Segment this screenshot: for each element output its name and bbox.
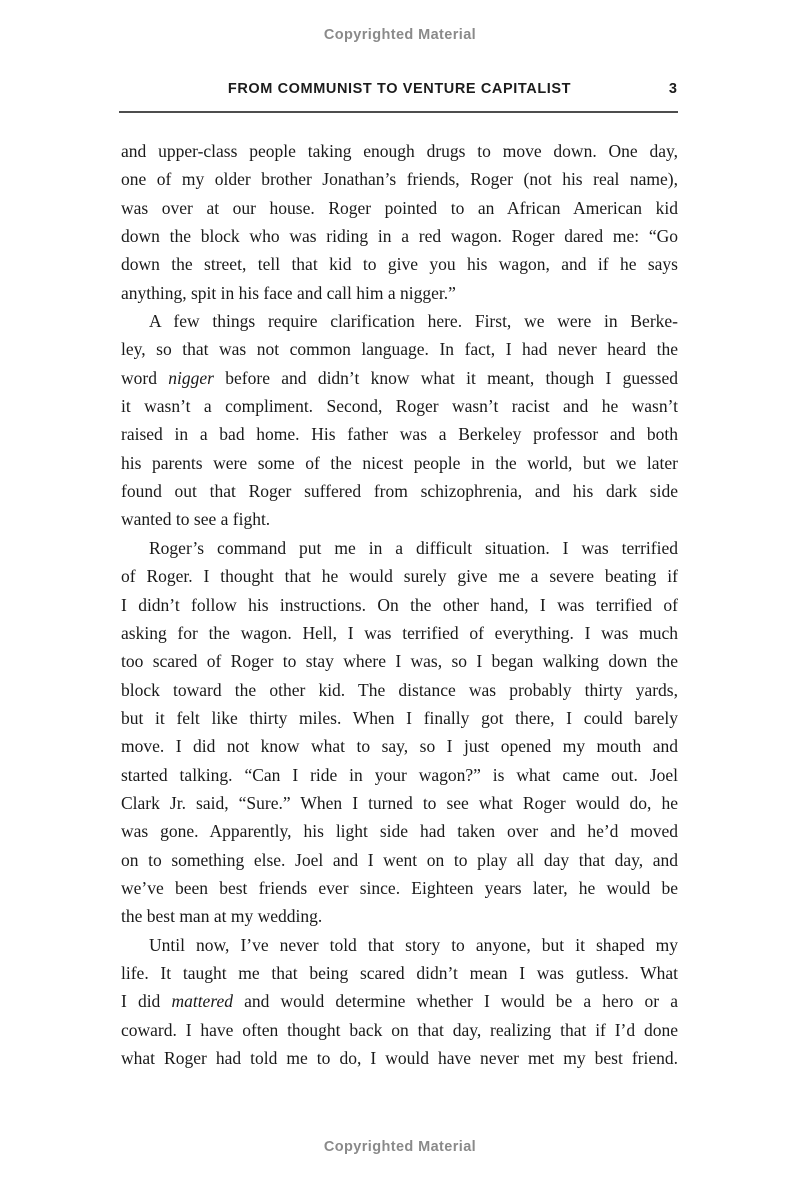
text-line: wanted to see a fight. [121,509,271,530]
text-line: of Roger. I thought that he would surely give me a severe beating if [121,566,678,587]
text-line: move. I did not know what to say, so I just opened my mouth and [121,736,678,757]
copyright-notice-top: Copyrighted Material [323,27,477,43]
paragraph [121,307,678,534]
page-number: 3 [668,81,677,97]
text-line: down the street, tell that kid to give you his wagon, and if he says [121,254,678,275]
text-line: asking for the wagon. Hell, I was terrified of everything. I was much [121,622,678,643]
running-header [121,81,678,97]
text-line: raised in a bad home. His father was a Berkeley professor and both [121,424,678,445]
text-line: but it felt like thirty miles. When I finally got there, I could barely [121,707,678,728]
chapter-title: FROM COMMUNIST TO VENTURE CAPITALIST [227,81,572,97]
text-line: was over at our house. Roger pointed to an African American kid [121,197,678,218]
text-line: I did mattered and would determine whether I would be a hero or a [121,991,678,1012]
italic-text: nigger [168,367,214,388]
body-text [121,137,678,1072]
text-line: and upper-class people taking enough drugs to move down. One day, [121,141,678,161]
text-line: I didn’t follow his instructions. On the other hand, I was terrified of [121,594,678,615]
italic-text: mattered [171,991,233,1012]
text-line: ley, so that was not common language. In fact, I had never heard the [121,339,678,360]
text-line: anything, spit in his face and call him a nigger.” [121,282,456,303]
text-line: found out that Roger suffered from schizophrenia, and his dark side [121,481,678,502]
text-line: one of my older brother Jonathan’s friends, Roger (not his real name), [121,169,678,190]
text-line: Roger’s command put me in a difficult situation. I was terrified [149,537,678,558]
text-line: we’ve been best friends ever since. Eighteen years later, he would be [121,877,678,898]
paragraph [121,931,678,1073]
text-line: A few things require clarification here. First, we were in Berke- [149,311,678,332]
text-line: his parents were some of the nicest people in the world, but we later [121,452,678,473]
text-line: word nigger before and didn’t know what it meant, though I guessed [121,367,678,388]
text-line: too scared of Roger to stay where I was, so I began walking down the [121,651,678,672]
text-line: it wasn’t a compliment. Second, Roger wasn’t racist and he wasn’t [121,396,678,417]
paragraph [121,137,678,307]
text-line: on to something else. Joel and I went on to play all day that day, and [121,849,678,870]
text-line: the best man at my wedding. [121,906,323,927]
text-line: down the block who was riding in a red wagon. Roger dared me: “Go [121,226,678,247]
copyright-notice-bottom: Copyrighted Material [323,1139,477,1155]
header-rule [119,111,678,113]
text-line: block toward the other kid. The distance was probably thirty yards, [121,679,678,700]
text-line: coward. I have often thought back on that day, realizing that if I’d done [121,1019,678,1040]
text-line: Until now, I’ve never told that story to anyone, but it shaped my [149,934,678,955]
text-line: life. It taught me that being scared didn’t mean I was gutless. What [121,962,678,983]
text-line: Clark Jr. said, “Sure.” When I turned to see what Roger would do, he [121,792,678,813]
paragraph [121,534,678,931]
text-line: what Roger had told me to do, I would have never met my best friend. [121,1048,678,1068]
text-line: was gone. Apparently, his light side had taken over and he’d moved [121,821,678,842]
text-line: started talking. “Can I ride in your wagon?” is what came out. Joel [121,764,678,785]
